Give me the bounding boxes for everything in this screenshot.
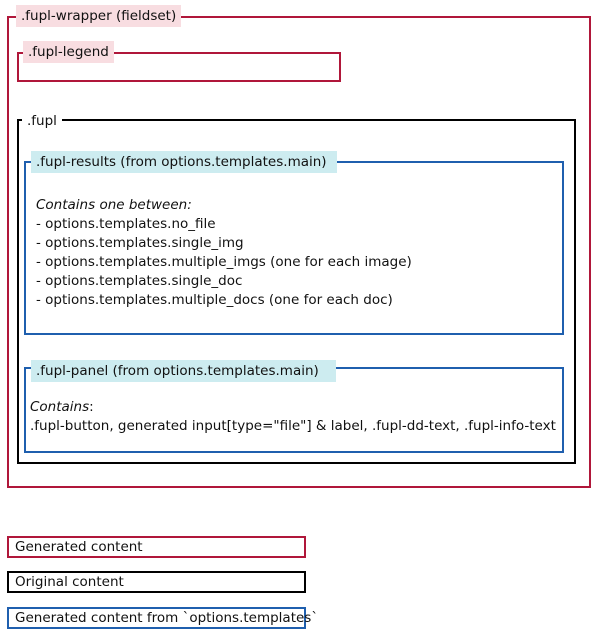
key-templates: Generated content from `options.templates`: [7, 607, 306, 629]
fupl-panel-label: .fupl-panel (from options.templates.main): [31, 360, 336, 382]
key-generated: Generated content: [7, 536, 306, 558]
results-intro: Contains one between:: [36, 197, 192, 213]
panel-body: .fupl-button, generated input[type="file"] & label, .fupl-dd-text, .fupl-info-text: [30, 418, 556, 434]
fupl-wrapper-label: .fupl-wrapper (fieldset): [16, 5, 181, 27]
results-item: - options.templates.no_file: [36, 216, 216, 232]
panel-intro: Contains: [30, 399, 90, 415]
fupl-results-label: .fupl-results (from options.templates.main): [31, 151, 337, 173]
results-item: - options.templates.single_doc: [36, 273, 243, 289]
key-original: Original content: [7, 571, 306, 593]
fupl-label: .fupl: [22, 110, 62, 132]
panel-intro-colon: :: [89, 399, 94, 415]
results-item: - options.templates.multiple_docs (one for each doc): [36, 292, 393, 308]
results-item: - options.templates.single_img: [36, 235, 244, 251]
panel-intro-line: [30, 398, 94, 417]
fupl-legend-label: .fupl-legend: [23, 41, 114, 63]
results-item: - options.templates.multiple_imgs (one for each image): [36, 254, 412, 270]
